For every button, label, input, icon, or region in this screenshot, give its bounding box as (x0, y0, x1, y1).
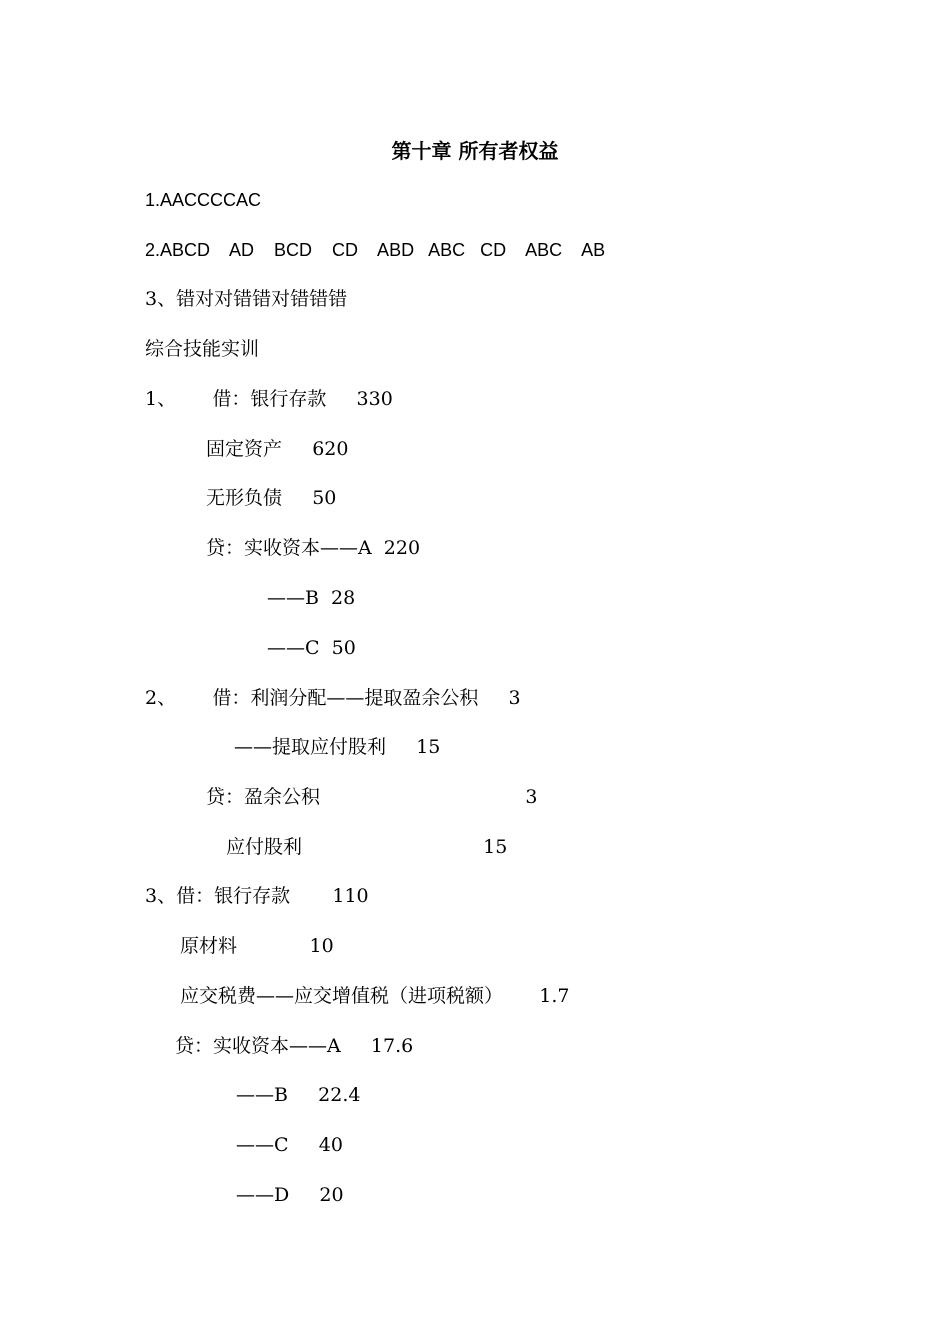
entry-1-credit: 贷：实收资本——A 220 (206, 537, 421, 559)
entry-1-line-6: ——C 50 (267, 637, 356, 659)
answer-line-2: 2.ABCD AD BCD CD ABD ABC CD ABC AB (145, 240, 606, 260)
entry-3-line-7: ——D 20 (236, 1184, 344, 1206)
entry-3-line-2: 原材料 10 (180, 935, 334, 957)
answer-line-1: 1.AACCCCAC (145, 190, 262, 210)
chapter-title: 第十章 所有者权益 (391, 139, 559, 163)
entry-3-credit: 贷：实收资本——A 17.6 (175, 1035, 414, 1057)
section-heading: 综合技能实训 (145, 338, 260, 360)
entry-1-debit: 1、 借：银行存款 330 (145, 388, 393, 410)
entry-3-line-3: 应交税费——应交增值税（进项税额） 1.7 (180, 985, 570, 1007)
entry-3-line-6: ——C 40 (236, 1134, 343, 1156)
entry-2-line-2: ——提取应付股利 15 (234, 736, 441, 758)
entry-2-credit: 贷：盈余公积 3 (206, 786, 538, 808)
entry-3-debit: 3、借：银行存款 110 (145, 885, 369, 907)
entry-1-line-2: 固定资产 620 (206, 438, 349, 460)
entry-3-line-5: ——B 22.4 (236, 1084, 361, 1106)
answer-line-3: 3、错对对错错对错错错 (145, 288, 348, 310)
entry-2-line-4: 应付股利 15 (226, 836, 508, 858)
entry-1-line-5: ——B 28 (267, 587, 356, 609)
entry-2-debit: 2、 借：利润分配——提取盈余公积 3 (145, 687, 521, 709)
entry-1-line-3: 无形负债 50 (206, 487, 337, 509)
